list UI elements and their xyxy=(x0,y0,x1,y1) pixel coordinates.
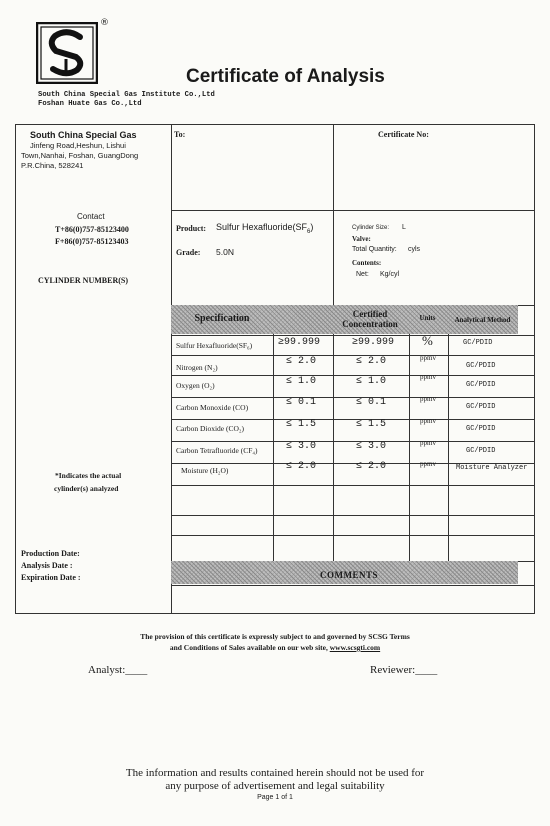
row-certified: ≤ 2.0 xyxy=(356,356,387,367)
row-component: Carbon Tetrafluoride (CF₄) xyxy=(176,446,258,455)
row-specification: ≤ 1.5 xyxy=(286,419,317,430)
row-specification: ≤ 1.0 xyxy=(286,376,317,387)
row-unit: % xyxy=(422,333,433,348)
telephone: T+86(0)757-85123400 xyxy=(55,225,129,234)
address-line-1: Jinfeng Road,Heshun, Lishui xyxy=(30,141,126,150)
row-component: Nitrogen (N₂) xyxy=(176,363,218,372)
cylinder-size-value: L xyxy=(402,224,406,231)
row-method: GC/PDID xyxy=(463,339,493,347)
analyst-label: Analyst:____ xyxy=(88,664,148,676)
terms-line-2: and Conditions of Sales available on our web site, www.scsgti.com xyxy=(169,643,381,652)
row-certified: ≤ 3.0 xyxy=(356,441,387,452)
row-unit: ppmv xyxy=(420,373,436,381)
net-value: Kg/cyl xyxy=(380,271,400,278)
row-method: Moisture Analyzer xyxy=(456,464,528,472)
company-logo-icon xyxy=(36,22,98,84)
product-value: Sulfur $Hexafluoride(SF_6)$ xyxy=(216,222,314,235)
row-specification: ≤ 2.0 xyxy=(286,461,317,472)
row-method: GC/PDID xyxy=(466,447,496,455)
website-link[interactable]: www.scsgti.com xyxy=(329,643,381,652)
registered-mark: ® xyxy=(100,18,109,28)
company-line-1: South China Special Gas Institute Co.,Ltd xyxy=(38,91,215,99)
row-certified: ≤ 1.0 xyxy=(356,376,387,387)
row-unit: ppmv xyxy=(420,354,436,362)
row-unit: ppmv xyxy=(420,395,436,403)
row-component: Moisture (H₂O) xyxy=(181,466,229,475)
row-certified: ≤ 1.5 xyxy=(356,419,387,430)
certificate-no-label: Certificate No: xyxy=(378,130,429,139)
row-specification: ≥99.999 xyxy=(278,337,321,348)
certificate-frame xyxy=(15,124,535,614)
total-quantity-value: cyls xyxy=(408,246,421,253)
contact-label: Contact xyxy=(77,212,105,221)
total-quantity-label: Total Quantity: xyxy=(352,246,397,253)
row-method: GC/PDID xyxy=(466,381,496,389)
grade-label: Grade: xyxy=(176,248,201,257)
row-specification: ≤ 2.0 xyxy=(286,356,317,367)
row-certified: ≤ 0.1 xyxy=(356,397,387,408)
contents-label: Contents: xyxy=(352,259,382,267)
valve-label: Valve: xyxy=(352,235,371,243)
fax: F+86(0)757-85123403 xyxy=(55,237,129,246)
header-analytical-method: Analytical Method xyxy=(454,316,511,324)
row-component: Carbon Dioxide (CO₂) xyxy=(176,424,245,433)
row-specification: ≤ 3.0 xyxy=(286,441,317,452)
grade-value: 5.0N xyxy=(216,247,234,257)
production-date-label: Production Date: xyxy=(21,549,80,558)
cylinder-size-label: Cylinder Size: xyxy=(352,225,390,231)
address-line-2: Town,Nanhai, Foshan, GuangDong xyxy=(21,151,139,160)
row-certified: ≤ 2.0 xyxy=(356,461,387,472)
note-line-1: *Indicates the actual xyxy=(55,471,122,480)
product-label: Product: xyxy=(176,224,207,233)
note-line-2: cylinder(s) analyzed xyxy=(54,484,119,493)
header-certified: Certified xyxy=(352,309,388,319)
row-unit: ppmv xyxy=(420,439,436,447)
header-concentration: Concentration xyxy=(342,319,398,329)
company-line-2: Foshan Huate Gas Co.,Ltd xyxy=(38,100,142,108)
row-component: Carbon Monoxide (CO) xyxy=(176,403,249,412)
row-method: GC/PDID xyxy=(466,362,496,370)
to-label: To: xyxy=(174,130,186,139)
sidebar-company-name: South China Special Gas xyxy=(30,130,137,140)
analysis-date-label: Analysis Date : xyxy=(21,561,73,570)
row-component: Oxygen (O₂) xyxy=(176,381,215,390)
address-line-3: P.R.China, 528241 xyxy=(21,161,84,170)
disclaimer-line-2: any purpose of advertisement and legal suitability xyxy=(165,780,385,792)
row-method: GC/PDID xyxy=(466,425,496,433)
net-label: Net: xyxy=(356,271,369,278)
cylinder-numbers-label: CYLINDER NUMBER(S) xyxy=(38,276,129,285)
row-unit: ppmv xyxy=(420,417,436,425)
row-component: Sulfur Hexafluoride(SF₆) xyxy=(176,341,253,350)
row-method: GC/PDID xyxy=(466,403,496,411)
row-unit: ppmv xyxy=(420,460,436,468)
reviewer-label: Reviewer:____ xyxy=(370,664,438,676)
terms-line-1: The provision of this certificate is expressly subject to and governed by SCSG Terms xyxy=(140,632,410,641)
header-units: Units xyxy=(419,314,436,322)
page-title: Certificate of Analysis xyxy=(186,66,385,87)
expiration-date-label: Expiration Date : xyxy=(21,573,81,582)
header-specification: Specification xyxy=(194,313,250,324)
comments-label: COMMENTS xyxy=(320,570,378,580)
disclaimer-line-1: The information and results contained herein should not be used for xyxy=(125,767,425,779)
row-specification: ≤ 0.1 xyxy=(286,397,317,408)
page-number: Page 1 of 1 xyxy=(257,794,293,801)
row-certified: ≥99.999 xyxy=(352,337,395,348)
